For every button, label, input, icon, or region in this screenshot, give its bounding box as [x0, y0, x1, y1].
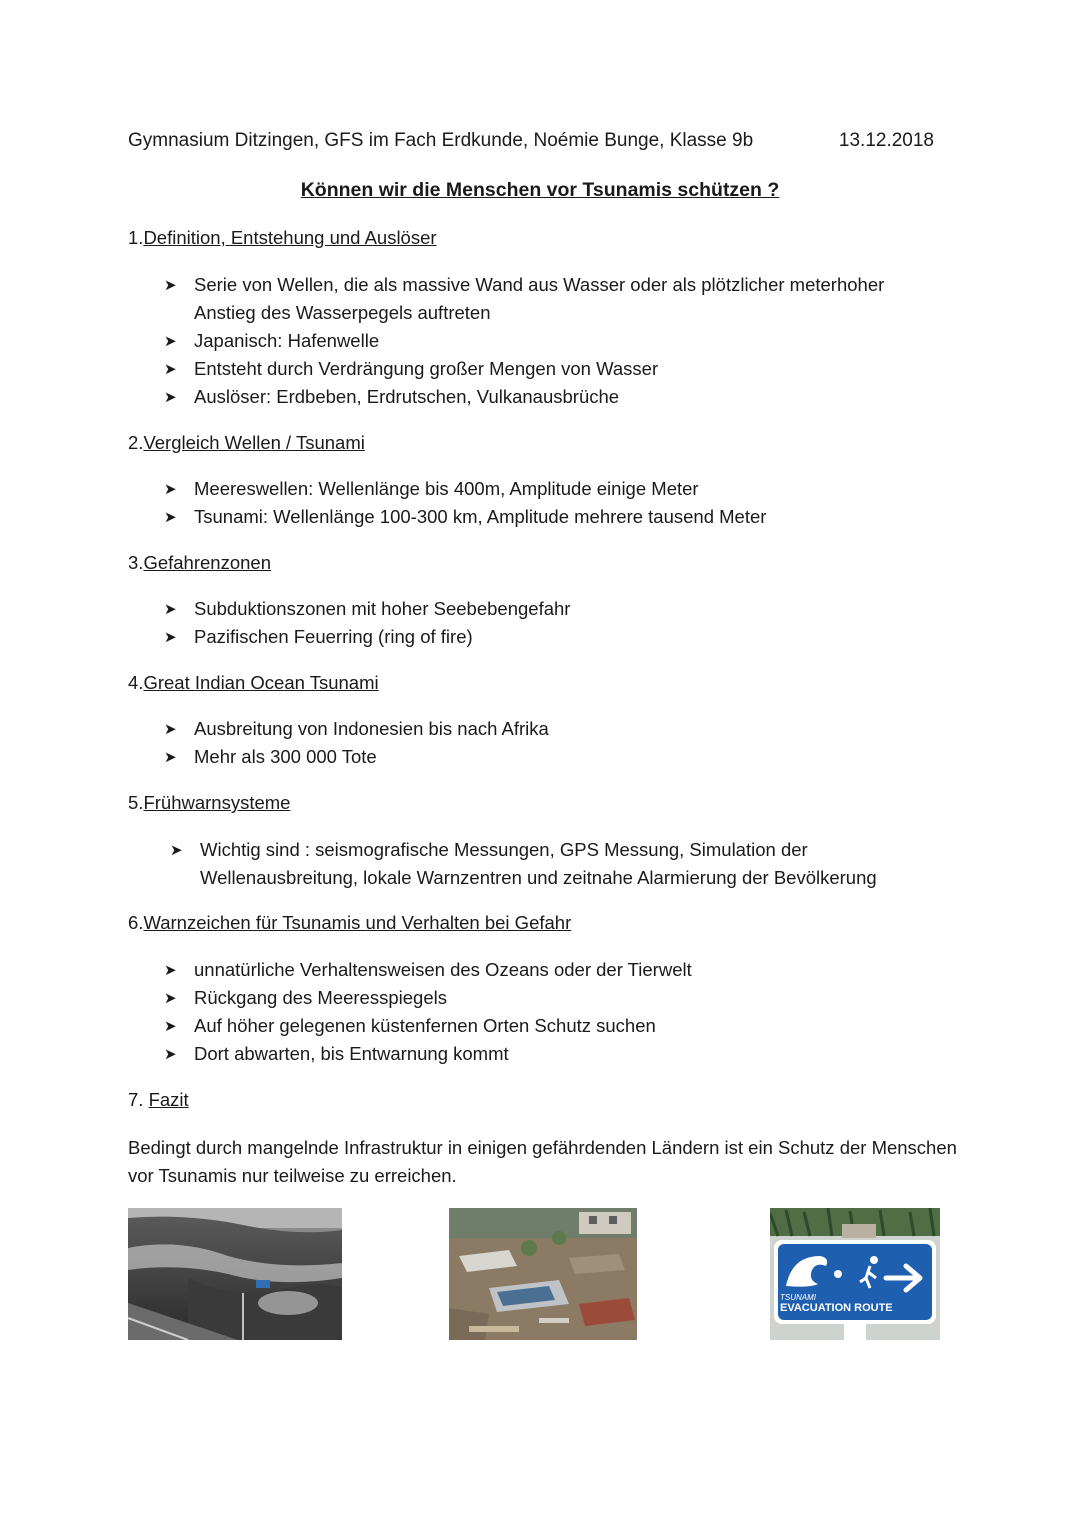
list-item: ➤ Ausbreitung von Indonesien bis nach Afrika: [164, 715, 944, 743]
section-list-4: [164, 715, 944, 771]
section-heading-6: 6.Warnzeichen für Tsunamis und Verhalten bei Gefahr: [128, 912, 572, 933]
section-heading-1: 1.Definition, Entstehung und Auslöser: [128, 227, 437, 248]
list-item: ➤ Wichtig sind : seismografische Messungen, GPS Messung, Simulation der Wellenausbreitung, lokale Warnzentren und zeitnahe Alarmierung der Bevölkerung: [170, 836, 890, 892]
section-heading-2: 2.Vergleich Wellen / Tsunami: [128, 432, 365, 453]
list-item: ➤ unnatürliche Verhaltensweisen des Ozeans oder der Tierwelt: [164, 956, 944, 984]
document-title: Können wir die Menschen vor Tsunamis schützen ?: [300, 179, 780, 201]
list-item: ➤ Subduktionszonen mit hoher Seebebengefahr: [164, 595, 944, 623]
section-list-1: [164, 271, 944, 411]
list-item: ➤ Auslöser: Erdbeben, Erdrutschen, Vulkanausbrüche: [164, 383, 944, 411]
section-heading-3: 3.Gefahrenzonen: [128, 552, 271, 573]
list-item: ➤ Meereswellen: Wellenlänge bis 400m, Amplitude einige Meter: [164, 475, 944, 503]
fazit-paragraph: Bedingt durch mangelnde Infrastruktur in einigen gefährdenden Ländern ist ein Schutz der Menschen vor Tsunamis nur teilweise zu erreichen.: [128, 1137, 957, 1186]
header-school-info: Gymnasium Ditzingen, GFS im Fach Erdkunde, Noémie Bunge, Klasse 9b: [128, 130, 754, 151]
header-date: 13.12.2018: [838, 130, 934, 151]
document-header: [128, 130, 934, 152]
tsunami-wave-photo: [128, 1208, 342, 1340]
list-item: ➤ Mehr als 300 000 Tote: [164, 743, 944, 771]
section-list-6: [164, 956, 944, 1068]
section-heading-7: 7. Fazit: [128, 1089, 189, 1110]
section-heading-4: 4.Great Indian Ocean Tsunami: [128, 672, 379, 693]
section-list-5: [170, 836, 890, 892]
evacuation-sign-photo: [770, 1208, 940, 1340]
list-item: ➤ Entsteht durch Verdrängung großer Mengen von Wasser: [164, 355, 944, 383]
list-item: ➤ Japanisch: Hafenwelle: [164, 327, 944, 355]
sign-tsunami-label: TSUNAMI: [780, 1293, 816, 1302]
list-item: ➤ Tsunami: Wellenlänge 100-300 km, Amplitude mehrere tausend Meter: [164, 503, 944, 531]
destruction-photo: [449, 1208, 637, 1340]
list-item: ➤ Serie von Wellen, die als massive Wand aus Wasser oder als plötzlicher meterhoher Anstieg des Wasserpegels auftreten: [164, 271, 944, 327]
sign-evacuation-label: EVACUATION ROUTE: [780, 1302, 893, 1314]
section-list-2: [164, 475, 944, 531]
section-list-3: [164, 595, 944, 651]
list-item: ➤ Dort abwarten, bis Entwarnung kommt: [164, 1040, 944, 1068]
list-item: ➤ Rückgang des Meeresspiegels: [164, 984, 944, 1012]
list-item: ➤ Pazifischen Feuerring (ring of fire): [164, 623, 944, 651]
list-item: ➤ Auf höher gelegenen küstenfernen Orten Schutz suchen: [164, 1012, 944, 1040]
section-heading-5: 5.Frühwarnsysteme: [128, 792, 291, 813]
